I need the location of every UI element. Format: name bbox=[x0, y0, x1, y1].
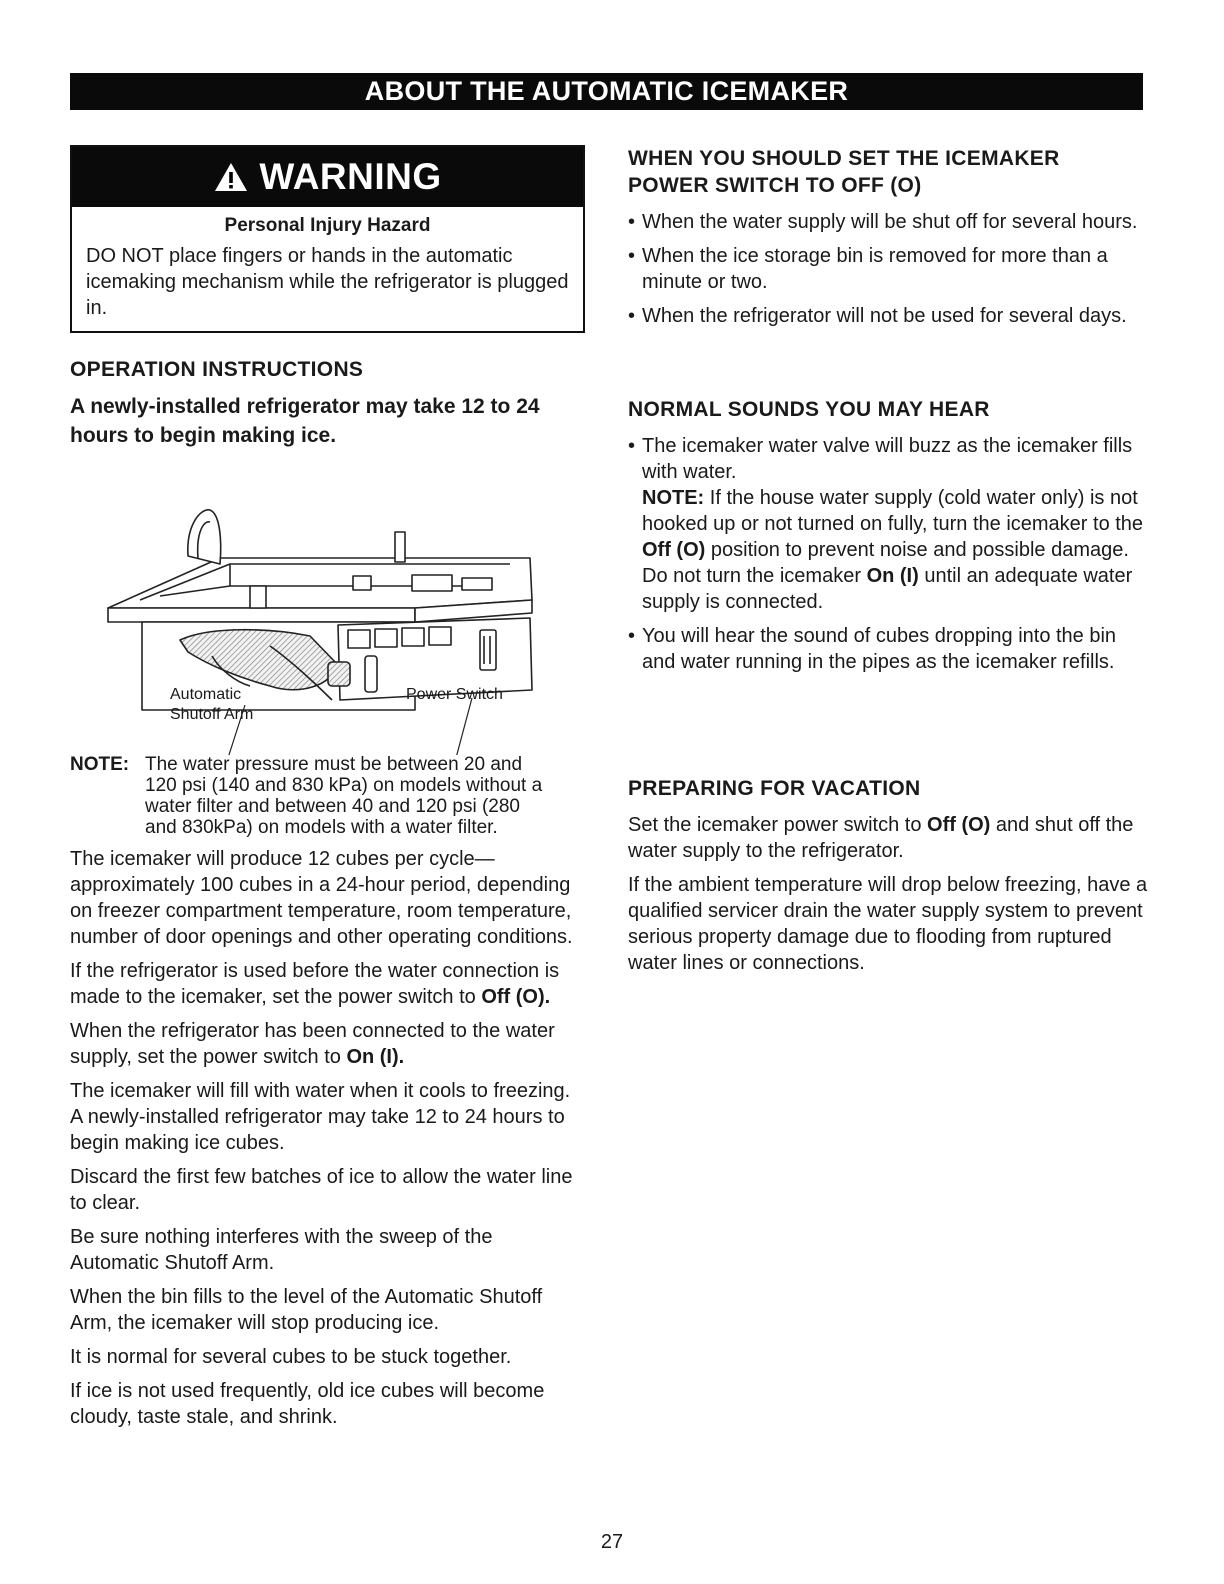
paragraph-sweep: Be sure nothing interferes with the sweep of the Automatic Shutoff Arm. bbox=[70, 1226, 493, 1274]
list-item: • When the ice storage bin is removed for more than a minute or two. bbox=[628, 243, 1148, 295]
vacation-heading: PREPARING FOR VACATION bbox=[628, 777, 921, 800]
list-item: • When the water supply will be shut off for several hours. bbox=[628, 209, 1148, 235]
operation-heading: OPERATION INSTRUCTIONS bbox=[70, 358, 364, 381]
paragraph-fill-water: The icemaker will fill with water when it cools to freezing. A newly-installed refrigerator may take 12 to 24 hours to begin making ice cubes. bbox=[70, 1080, 571, 1154]
caption-power-switch: Power Switch bbox=[406, 686, 503, 703]
sounds-list bbox=[628, 433, 1148, 675]
paragraph-cubes-per-cycle: The icemaker will produce 12 cubes per cycle—approximately 100 cubes in a 24-hour period, depending on freezer compartment temperature, room temperature, number of door openings and other operating conditions. bbox=[70, 848, 573, 948]
pressure-note bbox=[70, 754, 585, 838]
off-section-heading: WHEN YOU SHOULD SET THE ICEMAKER POWER SWITCH TO OFF (O) bbox=[628, 147, 1060, 197]
icemaker-illustration bbox=[70, 460, 585, 755]
warning-box bbox=[70, 145, 585, 333]
page-number: 27 bbox=[600, 1531, 624, 1553]
sounds-valve-text: The icemaker water valve will buzz as the icemaker fills with water. bbox=[642, 435, 1133, 483]
icemaker-drawing bbox=[70, 460, 585, 755]
right-column bbox=[628, 145, 1148, 976]
warning-header bbox=[72, 147, 583, 207]
page-banner: ABOUT THE AUTOMATIC ICEMAKER bbox=[70, 73, 1143, 110]
paragraph-bin-full: When the bin fills to the level of the Automatic Shutoff Arm, the icemaker will stop producing ice. bbox=[70, 1286, 543, 1334]
note-text: The water pressure must be between 20 and 120 psi (140 and 830 kPa) on models without a water filter and between 40 and 120 psi (280 and 830kPa) on models with a water filter. bbox=[145, 754, 543, 838]
list-item: • The icemaker water valve will buzz as the icemaker fills with water. NOTE: If the house water supply (cold water only) is not hooked up or not turned on fully, turn the icemaker to the Off (O) position to prevent noise and possible damage. Do not turn the icemaker On (I) until an adequate water supply is connected. bbox=[628, 433, 1148, 615]
paragraph-stuck-cubes: It is normal for several cubes to be stuck together. bbox=[70, 1346, 512, 1368]
note-label: NOTE: bbox=[70, 754, 130, 775]
paragraph-discard-ice: Discard the first few batches of ice to allow the water line to clear. bbox=[70, 1166, 573, 1214]
paragraph-before-connection: If the refrigerator is used before the water connection is made to the icemaker, set the power switch to Off (O). bbox=[70, 960, 560, 1008]
operation-lead: A newly-installed refrigerator may take 12 to 24 hours to begin making ice. bbox=[70, 395, 540, 447]
left-column bbox=[70, 145, 585, 1430]
caption-automatic-shutoff-arm: Automatic Shutoff Arm bbox=[170, 686, 254, 723]
warning-triangle-icon bbox=[213, 161, 249, 193]
warning-body: DO NOT place fingers or hands in the automatic icemaking mechanism while the refrigerator is plugged in. bbox=[86, 245, 569, 319]
warning-title: WARNING bbox=[259, 156, 442, 197]
sounds-heading: NORMAL SOUNDS YOU MAY HEAR bbox=[628, 398, 990, 421]
paragraph-old-ice: If ice is not used frequently, old ice cubes will become cloudy, taste stale, and shrink. bbox=[70, 1380, 545, 1428]
warning-subtitle: Personal Injury Hazard bbox=[224, 215, 431, 236]
list-item: • You will hear the sound of cubes dropping into the bin and water running in the pipes as the icemaker refills. bbox=[628, 623, 1148, 675]
off-section-list bbox=[628, 209, 1148, 329]
vacation-paragraph-freezing: If the ambient temperature will drop below freezing, have a qualified servicer drain the water supply system to prevent serious property damage due to flooding from ruptured water lines or connections. bbox=[628, 874, 1148, 974]
list-item: • When the refrigerator will not be used for several days. bbox=[628, 303, 1148, 329]
vacation-paragraph-switch: Set the icemaker power switch to Off (O) and shut off the water supply to the refrigerator. bbox=[628, 814, 1134, 862]
paragraph-after-connection: When the refrigerator has been connected to the water supply, set the power switch to On (I). bbox=[70, 1020, 555, 1068]
note-label: NOTE: bbox=[642, 487, 705, 509]
